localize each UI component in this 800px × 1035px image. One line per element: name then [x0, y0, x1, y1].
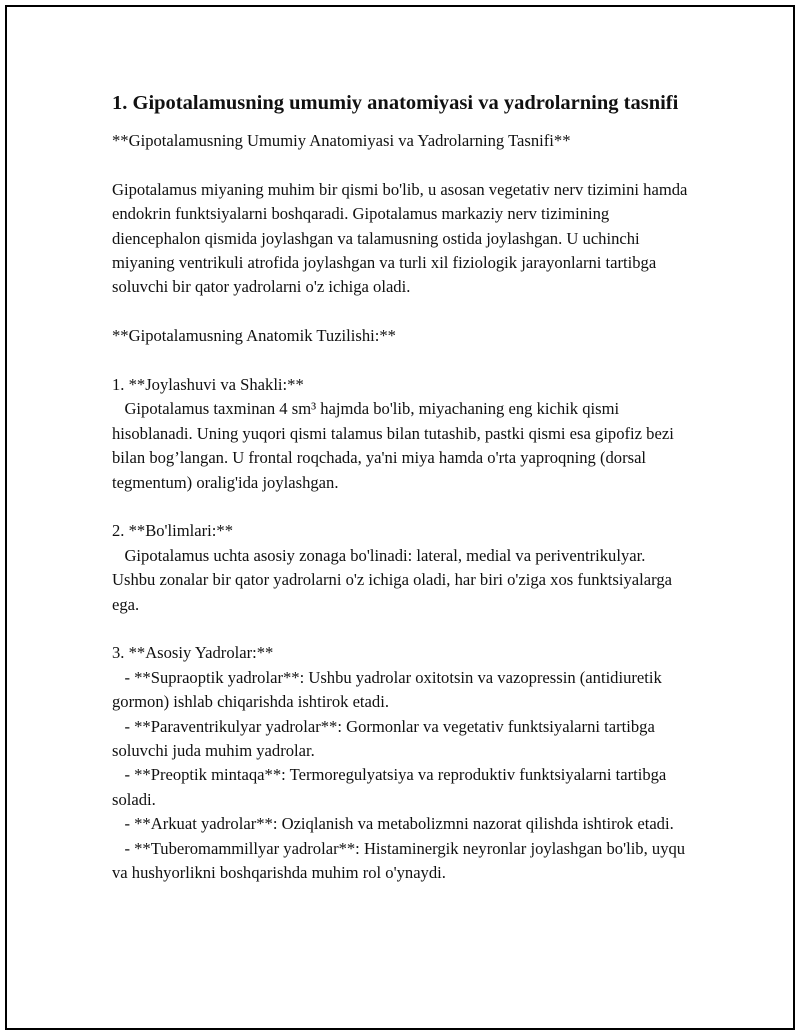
spacer — [112, 300, 692, 324]
document-subtitle: **Gipotalamusning Umumiy Anatomiyasi va Yadrolarning Tasnifi** — [112, 131, 571, 150]
item3-heading: 3. **Asosiy Yadrolar:** — [112, 643, 274, 663]
spacer — [112, 153, 692, 177]
nucleus-item: - **Supraoptik yadrolar**: Ushbu yadrolar oxitotsin va vazopressin (antidiuretik gormon) ishlab chiqarishda ishtirok etadi. — [112, 667, 666, 712]
intro-paragraph: Gipotalamus miyaning muhim bir qismi bo'lib, u asosan vegetativ nerv tizimini hamda endokrin funktsiyalarni boshqaradi. Gipotalamus markaziy nerv tizimining diencephalon qismida joylashgan va talamusning ostida joylashgan. U uchinchi miyaning ventrikuli atrofida joylashgan va turli xil fiziologik jarayonlarni tartibga soluvchi bir qator yadrolarni o'z ichiga oladi. — [112, 179, 692, 297]
nucleus-item: - **Paraventrikulyar yadrolar**: Gormonlar va vegetativ funktsiyalarni tartibga soluvchi juda muhim yadrolar. — [112, 716, 659, 761]
item2-text: Gipotalamus uchta asosiy zonaga bo'linadi: lateral, medial va periventrikulyar. Ushbu zonalar bir qator yadrolarni o'z ichiga oladi, har biri o'ziga xos funktsiyalarga ega. — [112, 545, 677, 614]
spacer — [112, 349, 692, 373]
item1-text: Gipotalamus taxminan 4 sm³ hajmda bo'lib, miyachaning eng kichik qismi hisoblanadi. Uning yuqori qismi talamus bilan tutashib, pastki qismi esa gipofiz bezi bilan bog’langan. U frontal roqchada, ya'ni miya hamda o'rta yaproqning (dorsal tegmentum) oralig'ida joylashgan. — [112, 399, 678, 492]
nucleus-item: - **Arkuat yadrolar**: Oziqlanish va metabolizmni nazorat qilishda ishtirok etadi. — [112, 814, 674, 834]
document-body — [112, 90, 692, 886]
spacer — [112, 617, 692, 641]
spacer — [112, 495, 692, 519]
nucleus-item: - **Tuberomammillyar yadrolar**: Histaminergik neyronlar joylashgan bo'lib, uyqu va hushyorlikni boshqarishda muhim rol o'ynaydi. — [112, 838, 690, 883]
document-title: 1. Gipotalamusning umumiy anatomiyasi va yadrolarning tasnifi — [112, 92, 679, 114]
item1-heading: 1. **Joylashuvi va Shakli:** — [112, 375, 304, 395]
nucleus-item: - **Preoptik mintaqa**: Termoregulyatsiya va reproduktiv funktsiyalarni tartibga soladi. — [112, 765, 671, 809]
section-heading: **Gipotalamusning Anatomik Tuzilishi:** — [112, 326, 396, 346]
item2-heading: 2. **Bo'limlari:** — [112, 521, 233, 541]
